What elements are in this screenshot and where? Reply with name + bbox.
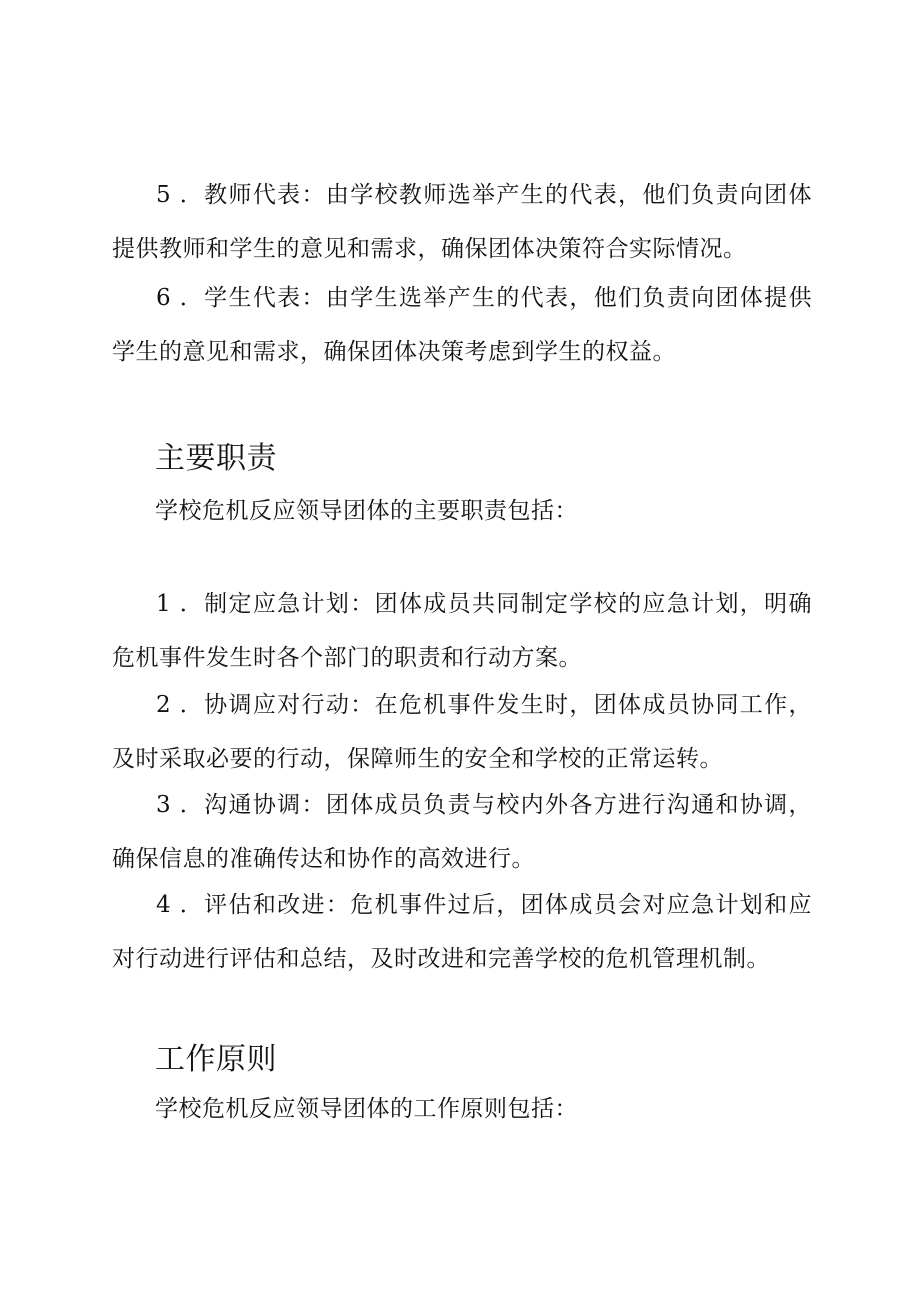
section-intro-work-principles: 学校危机反应领导团体的工作原则包括： bbox=[155, 1096, 578, 1122]
section-heading-main-duties: 主要职责 bbox=[155, 441, 277, 476]
list-item-student-representative: 6 ．学生代表：由学生选举产生的代表，他们负责向团体提供学生的意见和需求，确保团体决策考虑到学生的权益。 bbox=[112, 285, 812, 365]
list-item-emergency-plan: 1 ．制定应急计划：团体成员共同制定学校的应急计划，明确危机事件发生时各个部门的职责和行动方案。 bbox=[112, 591, 812, 671]
section-heading-work-principles: 工作原则 bbox=[155, 1042, 277, 1077]
list-item-coordinate-response: 2 ．协调应对行动：在危机事件发生时，团体成员协同工作，及时采取必要的行动，保障师生的安全和学校的正常运转。 bbox=[112, 692, 812, 772]
list-item-evaluate-improve: 4 ．评估和改进：危机事件过后，团体成员会对应急计划和应对行动进行评估和总结，及时改进和完善学校的危机管理机制。 bbox=[112, 892, 812, 972]
list-item-teacher-representative: 5 ．教师代表：由学校教师选举产生的代表，他们负责向团体提供教师和学生的意见和需求，确保团体决策符合实际情况。 bbox=[112, 182, 812, 262]
list-item-communication: 3 ．沟通协调：团体成员负责与校内外各方进行沟通和协调，确保信息的准确传达和协作的高效进行。 bbox=[112, 792, 812, 872]
section-intro-main-duties: 学校危机反应领导团体的主要职责包括： bbox=[155, 498, 578, 524]
